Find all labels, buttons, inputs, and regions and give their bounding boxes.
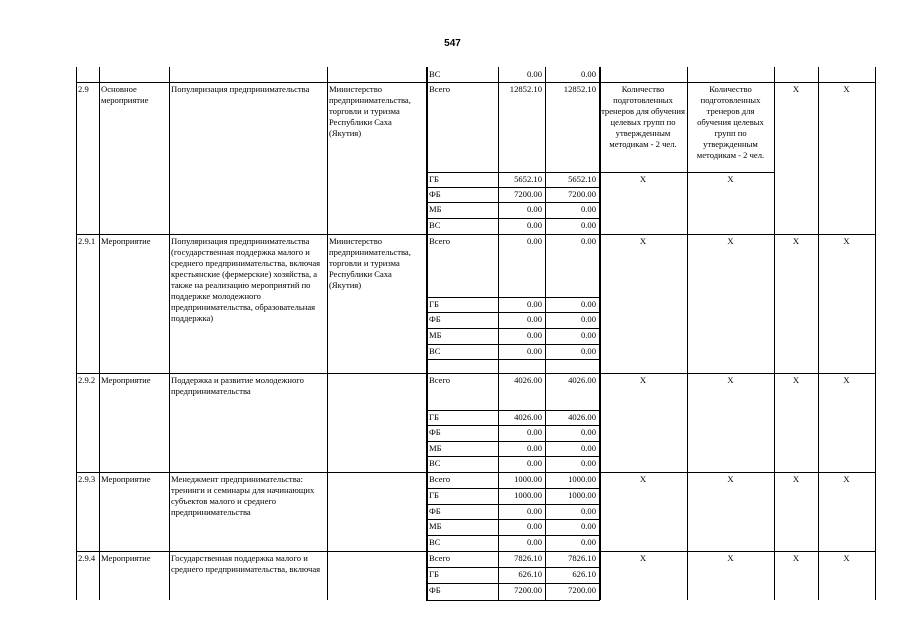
subrow-separator [426, 297, 600, 298]
value-fact: 626.10 [572, 569, 596, 579]
subrow-separator [426, 425, 600, 426]
indicator-fact: Х [727, 474, 734, 484]
value-plan: 4026.00 [514, 375, 542, 385]
column-border [169, 67, 170, 600]
row-number: 2.9.4 [78, 553, 96, 563]
subrow-separator [426, 187, 600, 188]
funding-source: ФБ [429, 427, 441, 437]
value-plan: 5652.10 [514, 174, 542, 184]
value-fact: 1000.00 [568, 490, 596, 500]
indicator-plan: Х [639, 236, 647, 246]
value-plan: 12852.10 [509, 84, 542, 94]
funding-source: ФБ [429, 506, 441, 516]
value-plan: 7826.10 [514, 553, 542, 563]
value-plan: 1000.00 [514, 474, 542, 484]
subrow-separator [426, 583, 600, 584]
indicator-mark: Х [639, 174, 647, 184]
indicator-plan: Х [639, 474, 647, 484]
funding-source: ВС [429, 220, 441, 230]
funding-source: МБ [429, 204, 442, 214]
funding-source: Всего [429, 553, 451, 563]
indicator-plan: Х [639, 375, 647, 385]
value-fact: 7826.10 [568, 553, 596, 563]
column-border [875, 67, 876, 600]
funding-source: ВС [429, 537, 441, 547]
value-fact: 7200.00 [568, 189, 596, 199]
value-plan: 4026.00 [514, 412, 542, 422]
column-border [99, 67, 100, 600]
indicator-plan: Х [639, 553, 647, 563]
subrow-separator [426, 328, 600, 329]
row-separator [76, 234, 876, 235]
value-fact: 4026.00 [568, 375, 596, 385]
executor: Министерство предпринимательства, торговли и туризма Республики Саха (Якутия) [329, 236, 411, 290]
funding-source: ГБ [429, 174, 439, 184]
funding-source: Всего [429, 236, 451, 246]
funding-source: МБ [429, 330, 442, 340]
indicator-fact: Х [727, 375, 734, 385]
activity-name: Менеджмент предпринимательства: тренинги и семинары для начинающих субъектов малого и среднего предпринимательства [171, 474, 315, 517]
indicator-mark: Х [792, 236, 800, 246]
value-fact: 0.00 [580, 506, 596, 516]
subrow-separator [426, 359, 600, 360]
column-border [818, 67, 819, 600]
activity-name: Государственная поддержка малого и среднего предпринимательства, включая [171, 553, 321, 574]
indicator-mark: Х [727, 174, 734, 184]
subrow-separator [599, 172, 774, 173]
value-plan: 0.00 [526, 458, 542, 468]
column-border [426, 67, 428, 600]
value-fact: 0.00 [580, 443, 596, 453]
subrow-separator [426, 456, 600, 457]
value-plan: 0.00 [526, 330, 542, 340]
row-type: Мероприятие [101, 236, 151, 246]
subrow-separator [426, 410, 600, 411]
subrow-separator [426, 600, 600, 601]
value-plan: 1000.00 [514, 490, 542, 500]
value-fact: 0.00 [580, 427, 596, 437]
funding-source: МБ [429, 521, 442, 531]
subrow-separator [426, 202, 600, 203]
value-fact: 0.00 [580, 458, 596, 468]
subrow-separator [426, 218, 600, 219]
activity-name: Популяризация предпринимательства [171, 84, 310, 94]
value-fact: 0.00 [580, 521, 596, 531]
value-fact: 0.00 [580, 220, 596, 230]
activity-name: Популяризация предпринимательства (государственная поддержка малого и среднего предпринимательства, включая крестьянские (фермерские) хозяйства, а также на реализацию мероприятий по поддержке молодежного предпринимательства, образовательная поддержка) [171, 236, 321, 323]
row-number: 2.9.1 [78, 236, 96, 246]
funding-source: ВС [429, 458, 441, 468]
subrow-separator [426, 519, 600, 520]
funding-source: ФБ [429, 189, 441, 199]
subrow-separator [426, 312, 600, 313]
value-plan: 0.00 [526, 506, 542, 516]
indicator-fact: Х [727, 236, 734, 246]
funding-source: ГБ [429, 490, 439, 500]
value-fact: 1000.00 [568, 474, 596, 484]
value-fact: 0.00 [580, 299, 596, 309]
value-fact: 0.00 [580, 537, 596, 547]
value-fact: 4026.00 [568, 412, 596, 422]
value-fact: 5652.10 [568, 174, 596, 184]
indicator-mark: Х [792, 553, 800, 563]
indicator-mark: Х [843, 375, 850, 385]
funding-source: Всего [429, 474, 451, 484]
indicator-fact: Количество подготовленных тренеров для обучения целевых групп по утвержденным методикам - 2 чел. [696, 84, 765, 160]
value-plan: 0.00 [526, 346, 542, 356]
funding-source: ФБ [429, 314, 441, 324]
value-plan: 0.00 [526, 521, 542, 531]
funding-source: ГБ [429, 569, 439, 579]
funding-source: ВС [429, 69, 441, 79]
row-number: 2.9.2 [78, 375, 96, 385]
value-fact: 7200.00 [568, 585, 596, 595]
subrow-separator [426, 488, 600, 489]
value-plan: 0.00 [526, 236, 542, 246]
value-plan: 0.00 [526, 69, 542, 79]
funding-source: ВС [429, 346, 441, 356]
subrow-separator [426, 535, 600, 536]
subrow-separator [426, 441, 600, 442]
subrow-separator [426, 567, 600, 568]
indicator-mark: Х [843, 84, 850, 94]
funding-source: Всего [429, 375, 451, 385]
row-separator [76, 82, 876, 83]
indicator-mark: Х [843, 236, 850, 246]
value-fact: 0.00 [580, 236, 596, 246]
subrow-separator [426, 344, 600, 345]
value-fact: 12852.10 [563, 84, 596, 94]
value-plan: 7200.00 [514, 189, 542, 199]
row-type: Мероприятие [101, 375, 151, 385]
value-plan: 0.00 [526, 443, 542, 453]
indicator-mark: Х [792, 375, 800, 385]
value-fact: 0.00 [580, 204, 596, 214]
funding-source: МБ [429, 443, 442, 453]
value-plan: 0.00 [526, 314, 542, 324]
row-type: Мероприятие [101, 553, 151, 563]
value-fact: 0.00 [580, 346, 596, 356]
row-number: 2.9.3 [78, 474, 96, 484]
activity-name: Поддержка и развитие молодежного предпринимательства [171, 375, 304, 396]
indicator-fact: Х [727, 553, 734, 563]
funding-source: ГБ [429, 299, 439, 309]
value-plan: 0.00 [526, 299, 542, 309]
indicator-plan: Количество подготовленных тренеров для обучения целевых групп по утвержденным методикам - 2 чел. [601, 84, 685, 149]
funding-source: Всего [429, 84, 451, 94]
subrow-separator [426, 172, 600, 173]
value-plan: 0.00 [526, 427, 542, 437]
value-fact: 0.00 [580, 69, 596, 79]
funding-source: ФБ [429, 585, 441, 595]
indicator-mark: Х [843, 474, 850, 484]
value-fact: 0.00 [580, 330, 596, 340]
row-separator [76, 551, 876, 552]
value-fact: 0.00 [580, 314, 596, 324]
value-plan: 0.00 [526, 537, 542, 547]
row-separator [76, 373, 876, 374]
indicator-mark: Х [792, 474, 800, 484]
indicator-mark: Х [792, 84, 800, 94]
executor: Министерство предпринимательства, торговли и туризма Республики Саха (Якутия) [329, 84, 411, 138]
subrow-separator [426, 504, 600, 505]
row-separator [76, 472, 876, 473]
row-number: 2.9 [78, 84, 89, 94]
value-plan: 0.00 [526, 220, 542, 230]
value-plan: 0.00 [526, 204, 542, 214]
column-border [687, 67, 688, 600]
row-type: Основное мероприятие [101, 84, 149, 105]
indicator-mark: Х [843, 553, 850, 563]
page-number: 547 [444, 38, 461, 49]
column-border [327, 67, 328, 600]
value-plan: 626.10 [518, 569, 542, 579]
row-type: Мероприятие [101, 474, 151, 484]
column-border [774, 67, 775, 600]
value-plan: 7200.00 [514, 585, 542, 595]
funding-source: ГБ [429, 412, 439, 422]
column-border [76, 67, 77, 600]
